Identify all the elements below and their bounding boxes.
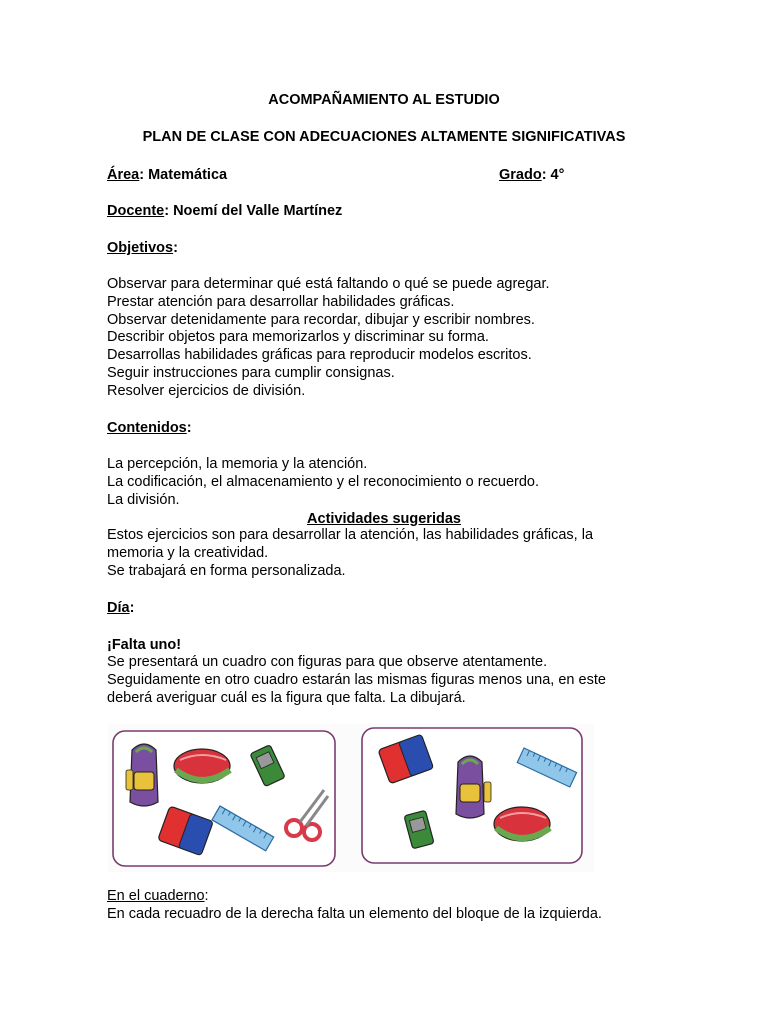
actividades-heading: Actividades sugeridas	[307, 511, 461, 527]
contenidos-label: Contenidos	[107, 420, 187, 436]
dia-heading	[107, 599, 134, 617]
cuaderno-colon: :	[204, 888, 209, 904]
docente-label: Docente	[107, 203, 165, 219]
falta-uno-title: ¡Falta uno!	[107, 637, 182, 653]
actividades-text	[107, 527, 593, 580]
docente-value: : Noemí del Valle Martínez	[164, 203, 343, 219]
contenidos-list	[107, 456, 539, 509]
dia-colon: :	[129, 600, 135, 616]
docente-field	[107, 202, 342, 220]
list-item: La codificación, el almacenamiento y el reconocimiento o recuerdo.	[107, 473, 540, 490]
objetivos-heading	[107, 239, 178, 257]
pencil-case-icon	[174, 749, 230, 783]
dia-label: Día	[107, 600, 130, 616]
text-line: memoria y la creatividad.	[107, 544, 269, 561]
list-item: Observar detenidamente para recordar, dibujar y escribir nombres.	[107, 311, 535, 328]
list-item: Seguir instrucciones para cumplir consignas.	[107, 364, 395, 381]
cuaderno-label: En el cuaderno	[107, 888, 205, 904]
list-item: La percepción, la memoria y la atención.	[107, 456, 368, 472]
objetivos-label: Objetivos	[107, 240, 174, 256]
grado-value: : 4°	[541, 167, 565, 183]
document-title: ACOMPAÑAMIENTO AL ESTUDIO	[268, 92, 500, 108]
area-value: : Matemática	[139, 167, 228, 183]
text-line: Seguidamente en otro cuadro estarán las mismas figuras menos una, en este	[107, 671, 606, 688]
school-supplies-illustration	[108, 724, 594, 872]
grado-label: Grado	[499, 167, 542, 183]
cuaderno-heading	[107, 888, 209, 906]
objetivos-list	[107, 276, 550, 401]
list-item: Prestar atención para desarrollar habilidades gráficas.	[107, 293, 455, 310]
pencil-case-icon	[494, 807, 550, 841]
area-field	[107, 166, 227, 184]
list-item: Desarrollas habilidades gráficas para reproducir modelos escritos.	[107, 347, 532, 364]
text-line: deberá averiguar cuál es la figura que falta. La dibujará.	[107, 689, 466, 706]
text-line: Estos ejercicios son para desarrollar la atención, las habilidades gráficas, la	[107, 527, 594, 543]
list-item: Resolver ejercicios de división.	[107, 382, 306, 399]
list-item: La división.	[107, 491, 180, 508]
list-item: Observar para determinar qué está faltando o qué se puede agregar.	[107, 276, 550, 292]
contenidos-colon: :	[186, 420, 192, 436]
text-line: Se presentará un cuadro con figuras para que observe atentamente.	[107, 654, 548, 670]
list-item: Describir objetos para memorizarlos y discriminar su forma.	[107, 329, 489, 346]
cuaderno-text: En cada recuadro de la derecha falta un elemento del bloque de la izquierda.	[107, 906, 602, 922]
area-label: Área	[107, 167, 140, 183]
text-line: Se trabajará en forma personalizada.	[107, 562, 346, 579]
falta-uno-text	[107, 654, 606, 707]
grado-field	[499, 166, 564, 184]
contenidos-heading	[107, 419, 192, 437]
objetivos-colon: :	[173, 240, 178, 256]
document-subtitle: PLAN DE CLASE CON ADECUACIONES ALTAMENTE SIGNIFICATIVAS	[142, 129, 626, 145]
